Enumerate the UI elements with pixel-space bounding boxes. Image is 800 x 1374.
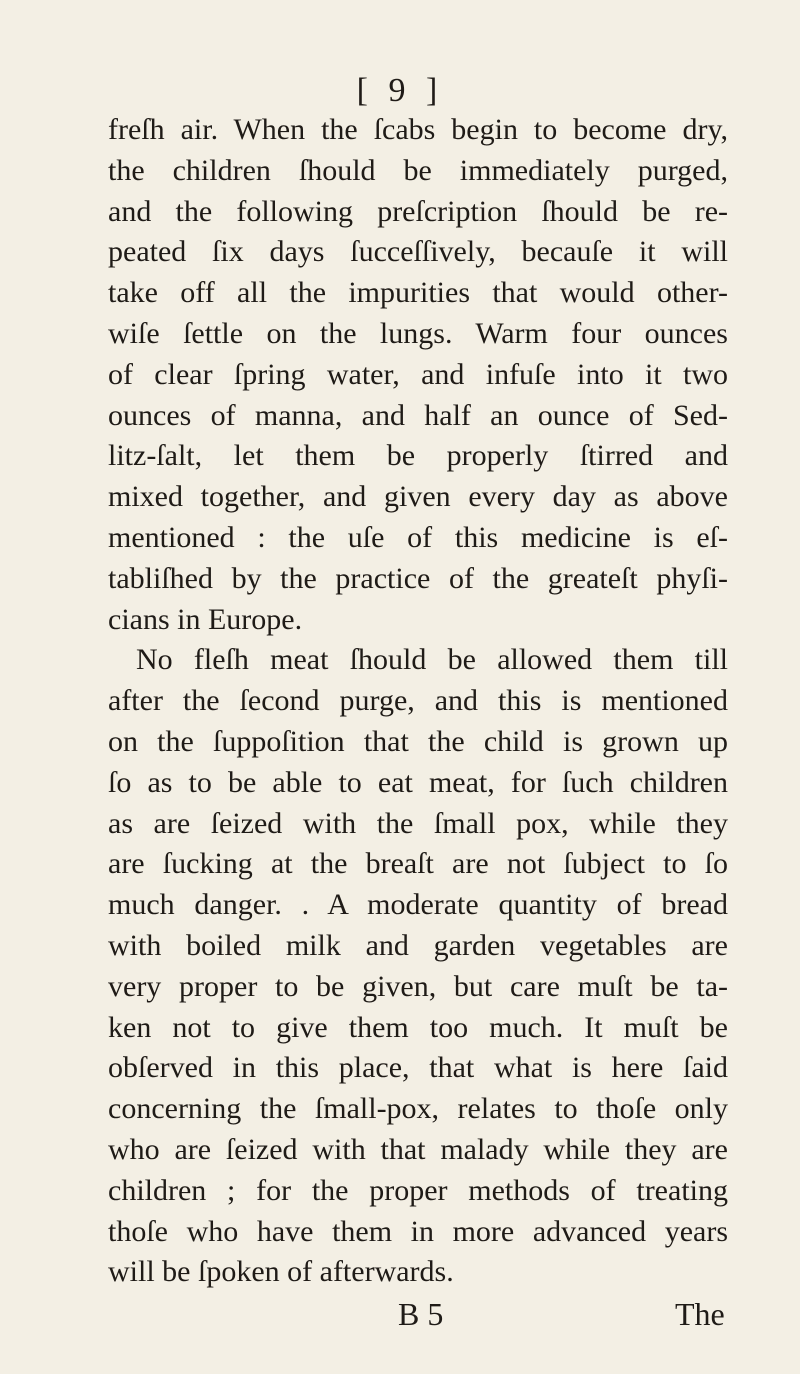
paragraph-end-line: will be ſpoken of afterwards. (108, 1255, 454, 1289)
text-line: obſerved in this place, that what is here ſaid (108, 1051, 728, 1085)
text-line: wiſe ſettle on the lungs. Warm four ounces (108, 316, 728, 350)
text-line: ſo as to be able to eat meat, for ſuch children (108, 765, 728, 799)
text-line: of clear ſpring water, and infuſe into it two (108, 357, 728, 391)
text-line: are ſucking at the breaſt are not ſubject to ſo (108, 847, 728, 881)
text-line: the children ſhould be immediately purged, (108, 153, 728, 187)
text-line: as are ſeized with the ſmall pox, while they (108, 806, 728, 840)
text-line: litz-ſalt, let them be properly ſtirred and (108, 439, 728, 473)
text-line: very proper to be given, but care muſt be ta- (108, 969, 728, 1003)
text-line: and the following preſcription ſhould be re- (108, 194, 728, 228)
page-number: [ 9 ] (356, 72, 444, 109)
body-text (108, 110, 728, 1293)
text-line: thoſe who have them in more advanced years (108, 1214, 728, 1248)
text-line: peated ſix days ſucceſſively, becauſe it will (108, 235, 728, 269)
text-line: concerning the ſmall-pox, relates to thoſe only (108, 1092, 728, 1126)
text-line: much danger. . A moderate quantity of bread (108, 888, 728, 922)
text-line: mixed together, and given every day as above (108, 480, 728, 514)
paragraph-end-line: cians in Europe. (108, 602, 303, 636)
text-line: tabliſhed by the practice of the greateſt phyſi- (108, 561, 728, 595)
catchword: The (675, 1296, 725, 1332)
text-line: mentioned : the uſe of this medicine is eſ- (108, 520, 728, 554)
signature-mark: B 5 (398, 1296, 444, 1332)
text-line: take off all the impurities that would other- (108, 276, 728, 310)
text-line: children ; for the proper methods of treating (108, 1173, 728, 1207)
text-line: who are ſeized with that malady while they are (108, 1132, 728, 1166)
page-footer (0, 1296, 800, 1340)
text-line: ounces of manna, and half an ounce of Sed- (108, 398, 728, 432)
text-line: on the ſuppoſition that the child is grown up (108, 724, 728, 758)
text-line: with boiled milk and garden vegetables are (108, 928, 728, 962)
paragraph-start-line: No fleſh meat ſhould be allowed them till (136, 643, 728, 677)
text-line: ken not to give them too much. It muſt be (108, 1010, 728, 1044)
text-line: freſh air. When the ſcabs begin to become dry, (108, 113, 728, 146)
text-line: after the ſecond purge, and this is mentioned (108, 684, 728, 718)
